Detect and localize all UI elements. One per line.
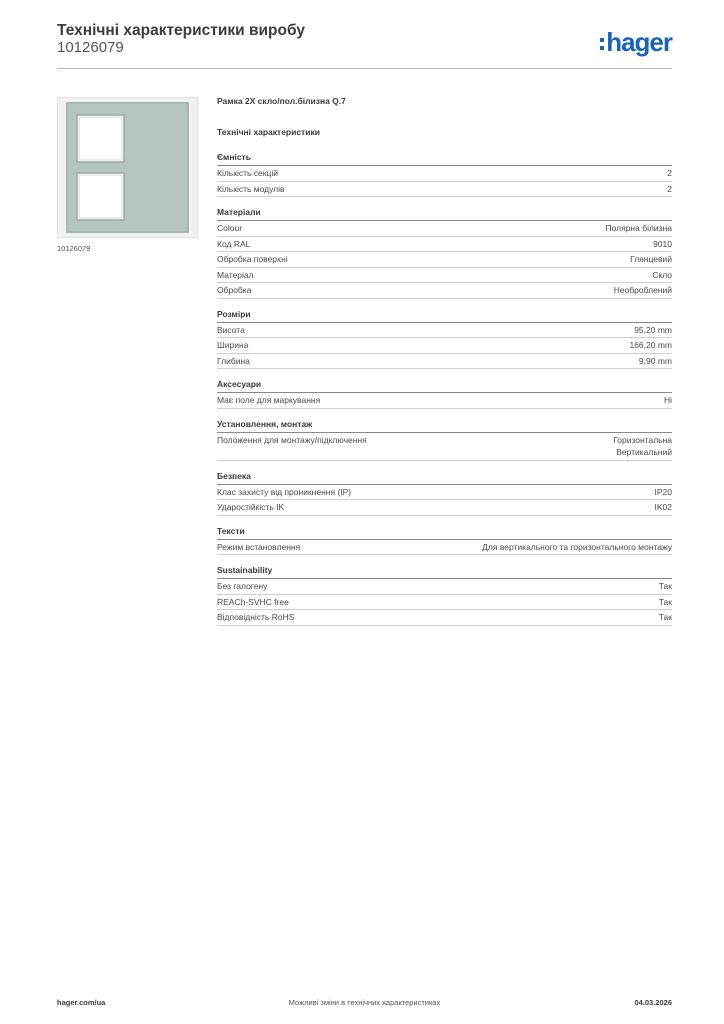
spec-row [217, 540, 672, 556]
spec-label: REACh-SVHC free [217, 596, 289, 607]
header-divider [57, 68, 672, 69]
spec-label: Ширина [217, 340, 249, 350]
spec-value-line: Вертикальний [616, 447, 672, 457]
spec-value-line: 166,20 mm [629, 340, 672, 350]
spec-value-line: 9010 [653, 238, 672, 249]
section-header: Тексти [217, 525, 672, 540]
spec-row [217, 354, 672, 370]
spec-label: Colour [217, 223, 243, 233]
spec-section [217, 206, 672, 299]
spec-row [217, 268, 672, 284]
spec-value [614, 284, 672, 297]
spec-label: Код RAL [217, 238, 251, 249]
spec-value [659, 580, 672, 593]
spec-value-line: Так [658, 581, 672, 591]
footer-notice: Можливі зміни в технічних характеристиках [288, 998, 441, 1007]
spec-section [217, 564, 672, 626]
footer-website: hager.com/ua [57, 998, 106, 1007]
spec-label: Обробка [217, 285, 252, 295]
section-header: Ємність [217, 151, 672, 166]
spec-value [634, 324, 672, 337]
spec-row [217, 338, 672, 354]
spec-label: Має поле для маркування [217, 395, 321, 405]
spec-value [664, 394, 672, 407]
spec-value-line: Так [658, 612, 672, 622]
spec-value-line: IP20 [654, 486, 672, 497]
product-image [57, 97, 198, 238]
spec-label: Матеріал [217, 269, 254, 280]
section-header: Sustainability [217, 564, 672, 579]
section-header: Аксесуари [217, 378, 672, 393]
spec-label: Кількість секцій [217, 168, 278, 178]
spec-value [653, 238, 672, 251]
spec-row [217, 500, 672, 516]
spec-label: Висота [217, 324, 245, 335]
spec-value-line: 2 [667, 168, 672, 178]
spec-section [217, 378, 672, 409]
spec-value-line: Полярна білизна [605, 223, 672, 233]
spec-value-line: 2 [667, 183, 672, 194]
spec-value [667, 183, 672, 196]
spec-value-line: Скло [652, 269, 672, 280]
spec-row [217, 610, 672, 626]
spec-value [655, 501, 673, 514]
spec-value-line: Ні [663, 395, 672, 405]
spec-label: Кількість модулів [217, 183, 285, 194]
spec-row [217, 166, 672, 182]
spec-value [605, 222, 672, 235]
spec-row [217, 221, 672, 237]
spec-value-line: Глянцевий [630, 254, 672, 264]
spec-label: Без галогену [217, 581, 268, 591]
spec-section [217, 470, 672, 516]
spec-title: Технічні характеристики [217, 127, 320, 137]
hager-logo [600, 27, 672, 57]
spec-row [217, 485, 672, 501]
spec-section [217, 418, 672, 461]
spec-value-line: IK02 [654, 502, 672, 512]
logo-text: hager [606, 27, 672, 57]
spec-value [652, 269, 672, 282]
spec-value [482, 541, 672, 554]
spec-row [217, 579, 672, 595]
page-footer [57, 998, 672, 1012]
spec-value [630, 253, 672, 266]
spec-section [217, 525, 672, 556]
section-header: Матеріали [217, 206, 672, 221]
spec-label: Глибина [217, 355, 250, 366]
spec-label: Режим встановлення [217, 541, 301, 552]
page-header [57, 20, 672, 68]
spec-section [217, 308, 672, 370]
spec-sections [217, 151, 672, 626]
section-header: Розміри [217, 308, 672, 323]
spec-value-line: 9,90 mm [638, 355, 672, 366]
spec-value-line: Для вертикального та горизонтального монтажу [482, 541, 672, 552]
spec-row [217, 595, 672, 611]
spec-content [217, 96, 672, 626]
spec-value [659, 596, 672, 609]
logo-dots-icon [600, 38, 604, 50]
spec-value [659, 611, 672, 624]
spec-label: Положення для монтажу/підключення [217, 434, 367, 445]
spec-row [217, 283, 672, 299]
spec-value [667, 167, 672, 180]
spec-value [655, 486, 673, 499]
spec-row [217, 323, 672, 339]
image-caption: 10126079 [57, 244, 91, 253]
spec-row [217, 252, 672, 268]
spec-label: Клас захисту від проникнення (IP) [217, 486, 352, 497]
product-name: Рамка 2X скло/пол.білизна Q.7 [217, 96, 346, 106]
spec-value [639, 355, 672, 368]
footer-date: 04.03.2026 [634, 998, 672, 1007]
spec-section [217, 151, 672, 197]
spec-value-line: Горизонтальна [613, 434, 672, 445]
spec-value [629, 339, 672, 352]
spec-row [217, 393, 672, 409]
double-frame-illustration [58, 98, 197, 237]
section-header: Установлення, монтаж [217, 418, 672, 433]
spec-row [217, 237, 672, 253]
spec-value [613, 434, 672, 459]
document-title: Технічні характеристики виробу [57, 22, 305, 39]
spec-label: Ударостійкість IK [217, 502, 285, 512]
spec-label: Відповідність RoHS [217, 612, 295, 622]
spec-row [217, 182, 672, 198]
spec-value-line: 95,20 mm [634, 324, 672, 335]
spec-value-line: Так [658, 596, 672, 607]
spec-row [217, 433, 672, 461]
spec-label: Обробка поверхні [217, 254, 288, 264]
spec-value-line: Необроблений [613, 285, 672, 295]
document-number: 10126079 [57, 39, 124, 56]
section-header: Безпека [217, 470, 672, 485]
